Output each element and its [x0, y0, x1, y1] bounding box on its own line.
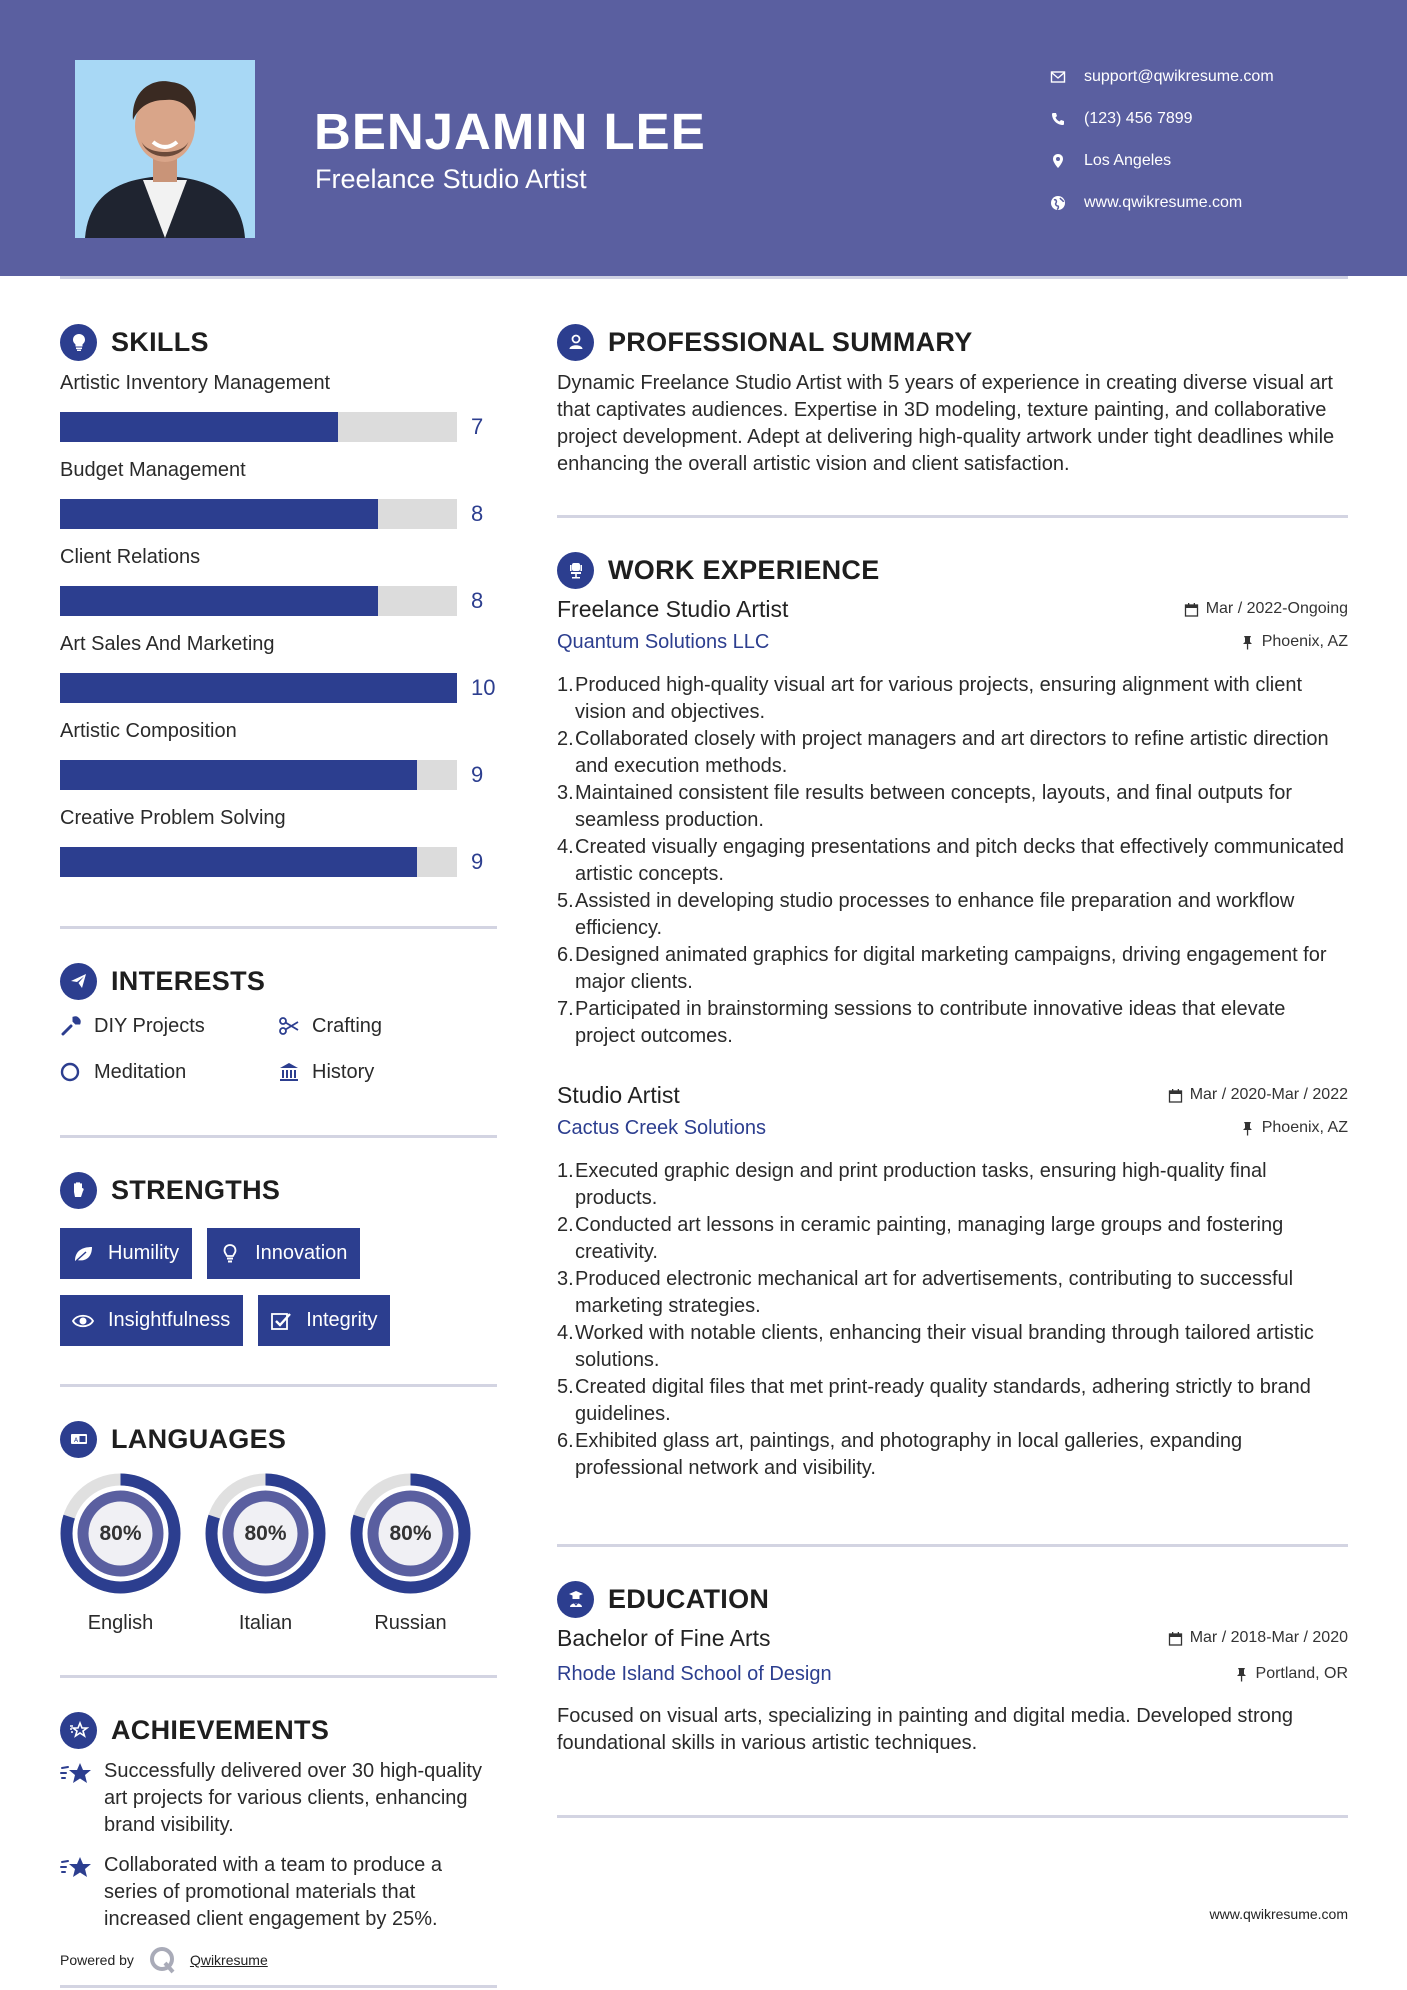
strength-label: Humility	[108, 1242, 180, 1264]
education-header	[557, 1621, 1348, 1655]
interests-heading	[60, 959, 497, 1003]
office-chair-icon	[557, 552, 594, 589]
skills-heading	[60, 320, 497, 364]
job-bullet: Maintained consistent file results between concepts, layouts, and final outputs for seamless production.	[575, 782, 1293, 831]
skill-bar	[60, 673, 457, 703]
powered-by-label: Powered by	[60, 1952, 134, 1968]
job-header	[557, 1078, 1348, 1112]
skill-label: Budget Management	[60, 459, 246, 481]
svg-text:A: A	[73, 1437, 78, 1444]
eye-icon	[72, 1310, 94, 1332]
achievement-item	[60, 1852, 497, 1933]
achievement-text: Collaborated with a team to produce a series of promotional materials that increased client engagement by 25%.	[104, 1854, 442, 1930]
scissors-icon	[278, 1015, 300, 1037]
education-location	[1234, 1665, 1348, 1683]
section-divider	[557, 1815, 1348, 1818]
school-name: Rhode Island School of Design	[557, 1662, 832, 1685]
museum-icon	[278, 1061, 300, 1083]
achievement-text: Successfully delivered over 30 high-quality art projects for various clients, enhancing brand visibility.	[104, 1760, 482, 1836]
contact-email-text: support@qwikresume.com	[1084, 68, 1274, 85]
skill-bar	[60, 760, 457, 790]
job-location-text: Phoenix, AZ	[1261, 1119, 1348, 1136]
lightbulb-icon	[219, 1243, 241, 1265]
skill-bar-fill	[60, 499, 378, 529]
job-bullet: Created visually engaging presentations and pitch decks that effectively communicated artistic concepts.	[575, 836, 1344, 885]
interest-label: DIY Projects	[94, 1014, 205, 1037]
language-name: Russian	[374, 1612, 447, 1634]
education-subheader	[557, 1655, 1348, 1693]
star-icon	[60, 1760, 94, 1788]
interest-item	[278, 1009, 478, 1043]
job-bullet: Conducted art lessons in ceramic painting, managing large groups and fostering creativity.	[575, 1214, 1284, 1263]
pushpin-icon	[1240, 635, 1255, 650]
education-heading	[557, 1577, 1348, 1621]
degree-title: Bachelor of Fine Arts	[557, 1624, 771, 1651]
skill-item	[60, 801, 497, 888]
section-divider	[60, 1675, 497, 1678]
paper-plane-icon	[60, 963, 97, 1000]
skill-bar-fill	[60, 847, 417, 877]
section-divider	[557, 1544, 1348, 1547]
interests-section	[60, 959, 497, 1089]
education-date	[1168, 1629, 1348, 1647]
qwikresume-logo-icon	[148, 1945, 178, 1975]
skill-value: 8	[471, 500, 484, 526]
strength-chip	[207, 1228, 360, 1279]
interests-title: INTERESTS	[111, 965, 266, 996]
skill-item	[60, 627, 497, 714]
language-name: Italian	[238, 1612, 293, 1634]
left-column	[60, 320, 497, 1988]
job-date-text: Mar / 2022-Ongoing	[1205, 600, 1348, 617]
skill-bar	[60, 499, 457, 529]
achievements-heading	[60, 1708, 497, 1752]
achievements-section	[60, 1708, 497, 1988]
interest-item	[278, 1055, 478, 1089]
interest-label: Meditation	[94, 1060, 187, 1083]
job-company: Cactus Creek Solutions	[557, 1116, 766, 1139]
skill-bar-fill	[60, 673, 457, 703]
strength-label: Insightfulness	[108, 1309, 231, 1331]
skill-label: Art Sales And Marketing	[60, 633, 275, 655]
languages-section	[60, 1417, 497, 1635]
profile-photo	[75, 60, 255, 238]
skill-label: Artistic Composition	[60, 720, 237, 742]
job-bullet: Executed graphic design and print production tasks, ensuring high-quality final products.	[575, 1160, 1267, 1209]
strengths-section	[60, 1168, 497, 1346]
lightbulb-icon	[60, 324, 97, 361]
job-bullet: Created digital files that met print-ready quality standards, adhering strictly to brand guidelines.	[575, 1376, 1311, 1425]
education-title: EDUCATION	[608, 1583, 770, 1614]
contact-phone[interactable]	[1050, 98, 1274, 140]
experience-heading	[557, 548, 1348, 592]
achievements-title: ACHIEVEMENTS	[111, 1714, 330, 1745]
strengths-heading	[60, 1168, 497, 1212]
education-location-text: Portland, OR	[1255, 1665, 1348, 1682]
language-item	[350, 1473, 471, 1635]
strength-chip	[60, 1228, 192, 1279]
education-date-text: Mar / 2018-Mar / 2020	[1189, 1629, 1348, 1646]
contact-website[interactable]	[1050, 182, 1274, 224]
education-description: Focused on visual arts, specializing in painting and digital media. Developed strong foundational skills in various artistic techniques.	[557, 1705, 1293, 1754]
skill-label: Artistic Inventory Management	[60, 372, 331, 394]
calendar-icon	[1184, 602, 1199, 617]
job-location	[1240, 1119, 1348, 1137]
check-square-icon	[270, 1310, 292, 1332]
job-date-text: Mar / 2020-Mar / 2022	[1189, 1086, 1348, 1103]
skill-label: Client Relations	[60, 546, 201, 568]
calendar-icon	[1168, 1088, 1183, 1103]
job-bullets	[557, 1158, 1348, 1482]
job-company: Quantum Solutions LLC	[557, 630, 770, 653]
job-bullet: Collaborated closely with project managers and art directors to refine artistic direction and execution methods.	[575, 728, 1329, 777]
job-location	[1240, 633, 1348, 651]
summary-title: PROFESSIONAL SUMMARY	[608, 326, 973, 357]
language-percent: 80%	[244, 1521, 287, 1545]
pushpin-icon	[1240, 1121, 1255, 1136]
contact-location	[1050, 140, 1274, 182]
skill-bar	[60, 586, 457, 616]
languages-title: LANGUAGES	[111, 1423, 287, 1454]
contact-website-text: www.qwikresume.com	[1084, 194, 1243, 211]
languages-list	[60, 1473, 497, 1635]
summary-section	[557, 320, 1348, 478]
map-marker-icon	[1050, 153, 1084, 169]
job-subheader	[557, 626, 1348, 658]
skill-value: 7	[471, 413, 484, 439]
strengths-title: STRENGTHS	[111, 1174, 281, 1205]
interest-item	[60, 1055, 278, 1089]
job-date	[1168, 1086, 1348, 1104]
strength-label: Integrity	[306, 1309, 378, 1331]
skill-value: 8	[471, 587, 484, 613]
star-badge-icon	[60, 1712, 97, 1749]
skill-item	[60, 540, 497, 627]
interest-label: Crafting	[312, 1014, 383, 1037]
skill-value: 10	[471, 674, 496, 700]
achievement-item	[60, 1758, 497, 1839]
job-bullet: Produced high-quality visual art for various projects, ensuring alignment with client vision and objectives.	[575, 674, 1303, 723]
contact-email[interactable]	[1050, 56, 1274, 98]
job-title: Studio Artist	[557, 1081, 680, 1108]
language-item	[60, 1473, 181, 1635]
job-header	[557, 592, 1348, 626]
candidate-title: Freelance Studio Artist	[315, 164, 587, 194]
interest-item	[60, 1009, 278, 1043]
section-divider	[60, 1384, 497, 1387]
job-bullet: Participated in brainstorming sessions to contribute innovative ideas that elevate project outcomes.	[575, 998, 1286, 1047]
skill-bar	[60, 847, 457, 877]
skill-bar	[60, 412, 457, 442]
skill-item	[60, 366, 497, 453]
language-progress-ring	[205, 1473, 326, 1594]
experience-section	[557, 548, 1348, 1482]
summary-text: Dynamic Freelance Studio Artist with 5 years of experience in creating diverse visual art that captivates audiences. Expertise in 3D modeling, texture painting, and collaborative project development. Adept at delivering high-quality artwork under tight deadlines while enhancing the overall artistic vision and client satisfaction.	[557, 372, 1335, 475]
globe-icon	[1050, 195, 1084, 211]
contact-phone-text: (123) 456 7899	[1084, 110, 1193, 127]
strength-chip	[258, 1295, 390, 1346]
languages-heading	[60, 1417, 497, 1461]
fist-icon	[60, 1172, 97, 1209]
skills-section	[60, 320, 497, 888]
strengths-list	[60, 1228, 497, 1346]
interests-list	[60, 1009, 497, 1089]
graduate-icon	[557, 1581, 594, 1618]
user-icon	[557, 324, 594, 361]
language-percent: 80%	[389, 1521, 432, 1545]
language-progress-ring	[60, 1473, 181, 1594]
job-bullet: Exhibited glass art, paintings, and photography in local galleries, expanding professional network and visibility.	[575, 1430, 1243, 1479]
section-divider	[557, 515, 1348, 518]
language-name: English	[87, 1612, 154, 1634]
language-item	[205, 1473, 326, 1635]
job-title: Freelance Studio Artist	[557, 595, 789, 622]
skill-bar-fill	[60, 586, 378, 616]
calendar-icon	[1168, 1631, 1183, 1646]
section-divider	[60, 926, 497, 929]
section-divider	[60, 1135, 497, 1138]
resume-header	[0, 0, 1407, 276]
person-photo-icon	[75, 60, 255, 238]
header-divider	[60, 276, 1348, 279]
job-location-text: Phoenix, AZ	[1261, 633, 1348, 650]
job-bullet: Assisted in developing studio processes to enhance file preparation and workflow efficiency.	[575, 890, 1295, 939]
language-icon	[60, 1421, 97, 1458]
summary-heading	[557, 320, 1348, 364]
skill-item	[60, 453, 497, 540]
wrench-icon	[60, 1015, 82, 1037]
candidate-name: BENJAMIN LEE	[314, 103, 706, 160]
contact-location-text: Los Angeles	[1084, 152, 1172, 169]
skill-bar-fill	[60, 412, 338, 442]
job-date	[1184, 600, 1348, 618]
skill-item	[60, 714, 497, 801]
job-bullet: Produced electronic mechanical art for advertisements, contributing to successful marketing strategies.	[575, 1268, 1294, 1317]
leaf-icon	[72, 1243, 94, 1265]
powered-by	[60, 1947, 497, 1973]
envelope-icon	[1050, 69, 1084, 85]
interest-label: History	[312, 1060, 375, 1083]
education-section	[557, 1577, 1348, 1757]
job-entry	[557, 592, 1348, 1050]
strength-label: Innovation	[255, 1242, 348, 1264]
skills-title: SKILLS	[111, 326, 209, 357]
skill-value: 9	[471, 761, 484, 787]
phone-icon	[1050, 111, 1084, 127]
skill-bar-fill	[60, 760, 417, 790]
footer-url[interactable]: www.qwikresume.com	[1209, 1906, 1348, 1922]
skill-label: Creative Problem Solving	[60, 807, 286, 829]
job-subheader	[557, 1112, 1348, 1144]
skill-value: 9	[471, 848, 484, 874]
job-bullet: Designed animated graphics for digital marketing campaigns, driving engagement for major clients.	[575, 944, 1327, 993]
circle-icon	[60, 1061, 82, 1083]
contact-list	[1050, 56, 1274, 224]
job-entry	[557, 1078, 1348, 1482]
qwikresume-link[interactable]: Qwikresume	[189, 1952, 268, 1968]
right-column	[557, 320, 1348, 1818]
language-percent: 80%	[99, 1521, 142, 1545]
language-progress-ring	[350, 1473, 471, 1594]
experience-title: WORK EXPERIENCE	[608, 554, 880, 585]
job-bullet: Worked with notable clients, enhancing their visual branding through tailored artistic solutions.	[575, 1322, 1314, 1371]
strength-chip	[60, 1295, 243, 1346]
pushpin-icon	[1234, 1667, 1249, 1682]
job-bullets	[557, 672, 1348, 1050]
section-divider	[60, 1985, 497, 1988]
star-icon	[60, 1854, 94, 1882]
